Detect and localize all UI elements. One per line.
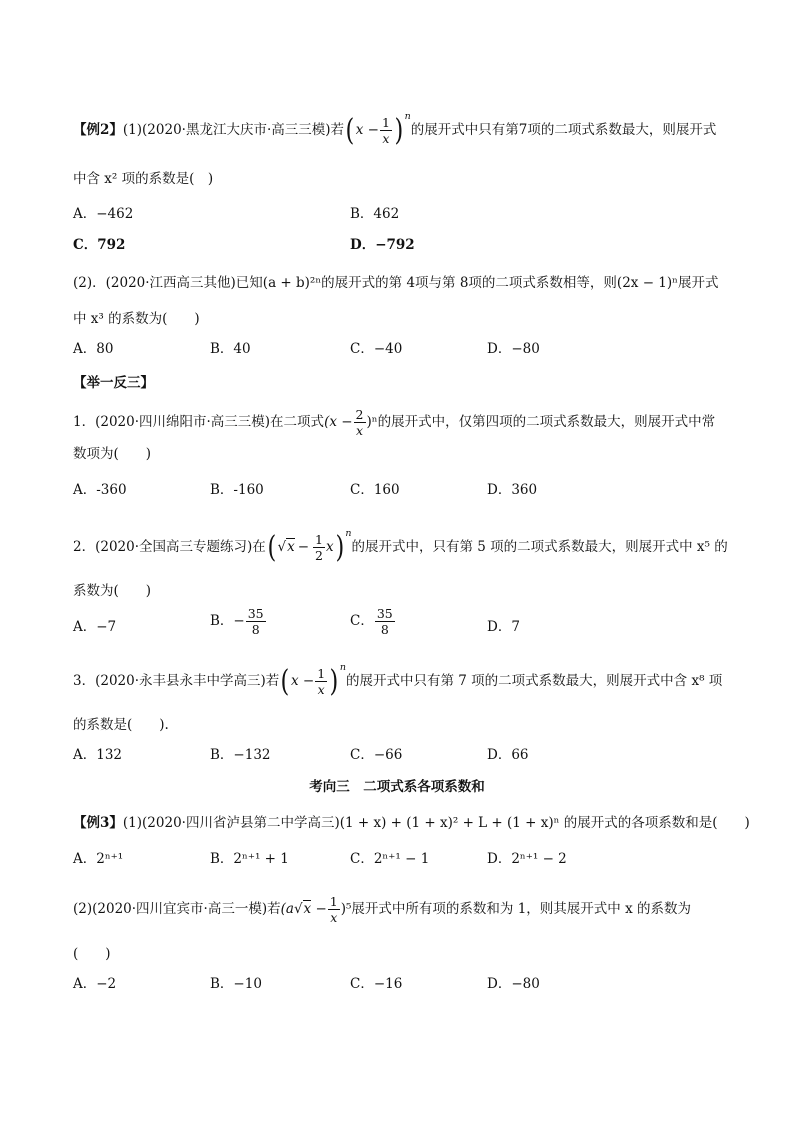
fraction-numerator: 1 — [329, 894, 338, 909]
ex3-q1-option-c: C．2ⁿ⁺¹ − 1 — [350, 851, 430, 867]
example3-label: 【例3】 — [73, 815, 123, 831]
right-paren: ) — [329, 663, 339, 699]
fraction-numerator: 35 — [376, 606, 393, 621]
practice3-option-d: D．66 — [487, 747, 529, 763]
practice3-option-c: C．−66 — [350, 747, 403, 763]
practice1-option-d: D．360 — [487, 482, 538, 498]
example2-q1-line1 — [73, 110, 734, 148]
practice2-line2: 系数为( ) — [73, 583, 152, 599]
example3-q2-line2: ( ) — [73, 946, 111, 962]
ex3-q2-option-c: C．−16 — [350, 976, 403, 992]
fraction-denominator: x — [330, 910, 338, 925]
fraction-denominator: 8 — [380, 622, 389, 637]
practice3-option-b: B．−132 — [210, 747, 271, 763]
practice2-source: 2．(2020·全国高三专题练习)在 — [73, 539, 266, 555]
practice-heading: 【举一反三】 — [73, 375, 154, 391]
practice3-source: 3．(2020·永丰县永丰中学高三)若 — [73, 673, 280, 689]
ex2-q2-option-a: A．80 — [73, 341, 114, 357]
ex3-q1-option-d: D．2ⁿ⁺¹ − 2 — [487, 851, 567, 867]
expr-x: (x − — [324, 414, 353, 430]
practice2-text: 的展开式中，只有第 5 项的二项式系数最大，则展开式中 x⁵ 的 — [351, 539, 728, 555]
ex3-q2-option-d: D．−80 — [487, 976, 540, 992]
example2-q2-line1: (2)．(2020·江西高三其他)已知(a + b)²ⁿ的展开式的第 4项与第 8项的二项式系数相等，则(2x − 1)ⁿ展开式 — [73, 275, 719, 291]
practice1-option-c: C．160 — [350, 482, 400, 498]
fraction-numerator: 1 — [381, 115, 390, 130]
exponent: n — [404, 110, 411, 122]
ex3-q2-option-b: B．−10 — [210, 976, 262, 992]
minus-sign: − — [311, 901, 327, 917]
exponent: n — [339, 661, 347, 673]
practice1-text: 的展开式中，仅第四项的二项式系数最大，则展开式中常 — [377, 414, 716, 430]
fraction-denominator: x — [317, 682, 325, 697]
minus-sign: − — [297, 539, 310, 555]
fraction — [313, 532, 325, 563]
exponent: n — [345, 527, 352, 539]
fraction-numerator: 2 — [355, 407, 364, 422]
ex3-q2-option-a: A．−2 — [73, 976, 117, 992]
practice1-option-b: B．-160 — [210, 482, 264, 498]
practice1-option-a: A．-360 — [73, 482, 127, 498]
right-paren: ) — [335, 529, 344, 565]
practice2-option-a: A．−7 — [73, 619, 117, 635]
example3-q1-line — [73, 812, 750, 834]
practice2-line1 — [73, 527, 734, 565]
option-b-prefix: B．− — [210, 613, 245, 629]
ex2-q1-option-d: D．−792 — [350, 237, 415, 253]
practice3-line1 — [73, 661, 734, 699]
fraction — [315, 666, 327, 697]
expr-x: x − — [291, 673, 315, 689]
ex2-q2-option-c: C．−40 — [350, 341, 403, 357]
expr-a: (a — [280, 901, 294, 917]
fraction — [354, 407, 366, 438]
example3-q1-text: (1)(2020·四川省泸县第二中学高三)(1 + x) + (1 + x)² + L + (1 + x)ⁿ 的展开式的各项系数和是( ) — [122, 815, 750, 831]
sqrt-icon: √ — [293, 901, 303, 917]
example2-q2-line2: 中 x³ 的系数为( ) — [73, 311, 200, 327]
sqrt-radicand: x — [287, 539, 295, 555]
fraction-denominator: 8 — [251, 622, 260, 637]
example3-q2-line1 — [73, 894, 734, 925]
fraction — [328, 894, 340, 925]
ex3-q1-option-a: A．2ⁿ⁺¹ — [73, 851, 124, 867]
fraction-numerator: 35 — [247, 606, 264, 621]
left-paren: ( — [280, 663, 290, 699]
practice2-option-d: D．7 — [487, 619, 520, 635]
practice3-option-a: A．132 — [73, 747, 123, 763]
ex3-q1-option-b: B．2ⁿ⁺¹ + 1 — [210, 851, 289, 867]
fraction — [375, 606, 395, 637]
ex2-q2-option-d: D．−80 — [487, 341, 540, 357]
sqrt-radicand: x — [303, 901, 312, 917]
fraction-denominator: 2 — [315, 548, 323, 563]
section-title: 考向三 二项式系各项系数和 — [309, 779, 485, 795]
ex2-q2-option-b: B．40 — [210, 341, 251, 357]
expr-x: x − — [355, 122, 379, 138]
fraction-denominator: x — [382, 131, 390, 146]
example3-q2-text: 展开式中所有项的系数和为 1，则其展开式中 x 的系数为 — [351, 901, 691, 917]
practice1-line2: 数项为( ) — [73, 446, 152, 462]
right-paren: ) — [394, 112, 404, 148]
practice1-source: 1．(2020·四川绵阳市·高三三模)在二项式 — [73, 414, 325, 430]
exponent: )ⁿ — [366, 414, 378, 430]
fraction-denominator: x — [355, 423, 364, 438]
exponent: )⁵ — [340, 901, 352, 917]
practice3-text: 的展开式中只有第 7 项的二项式系数最大，则展开式中含 x⁸ 项 — [346, 673, 723, 689]
practice2-option-b — [210, 606, 267, 637]
ex2-q1-option-b: B．462 — [350, 206, 400, 222]
expr-x: x — [326, 539, 334, 555]
example2-label: 【例2】 — [73, 122, 123, 138]
option-c-prefix: C． — [350, 613, 374, 629]
fraction — [246, 606, 266, 637]
practice3-line2: 的系数是( ). — [73, 717, 169, 733]
sqrt-icon: √ — [277, 539, 287, 555]
example2-q1-text: 的展开式中只有第7项的二项式系数最大，则展开式 — [410, 122, 717, 138]
example2-q1-source: (1)(2020·黑龙江大庆市·高三三模)若 — [122, 122, 345, 138]
practice2-option-c — [350, 606, 396, 637]
left-paren: ( — [345, 112, 355, 148]
example2-q1-line2: 中含 x² 项的系数是( ) — [73, 171, 214, 187]
fraction — [380, 115, 392, 146]
example3-q2-source: (2)(2020·四川宜宾市·高三一模)若 — [73, 901, 281, 917]
ex2-q1-option-a: A．−462 — [73, 206, 134, 222]
fraction-numerator: 1 — [315, 532, 323, 547]
left-paren: ( — [267, 529, 277, 565]
ex2-q1-option-c: C．792 — [73, 237, 126, 253]
fraction-numerator: 1 — [317, 666, 326, 681]
practice1-line1 — [73, 407, 734, 438]
